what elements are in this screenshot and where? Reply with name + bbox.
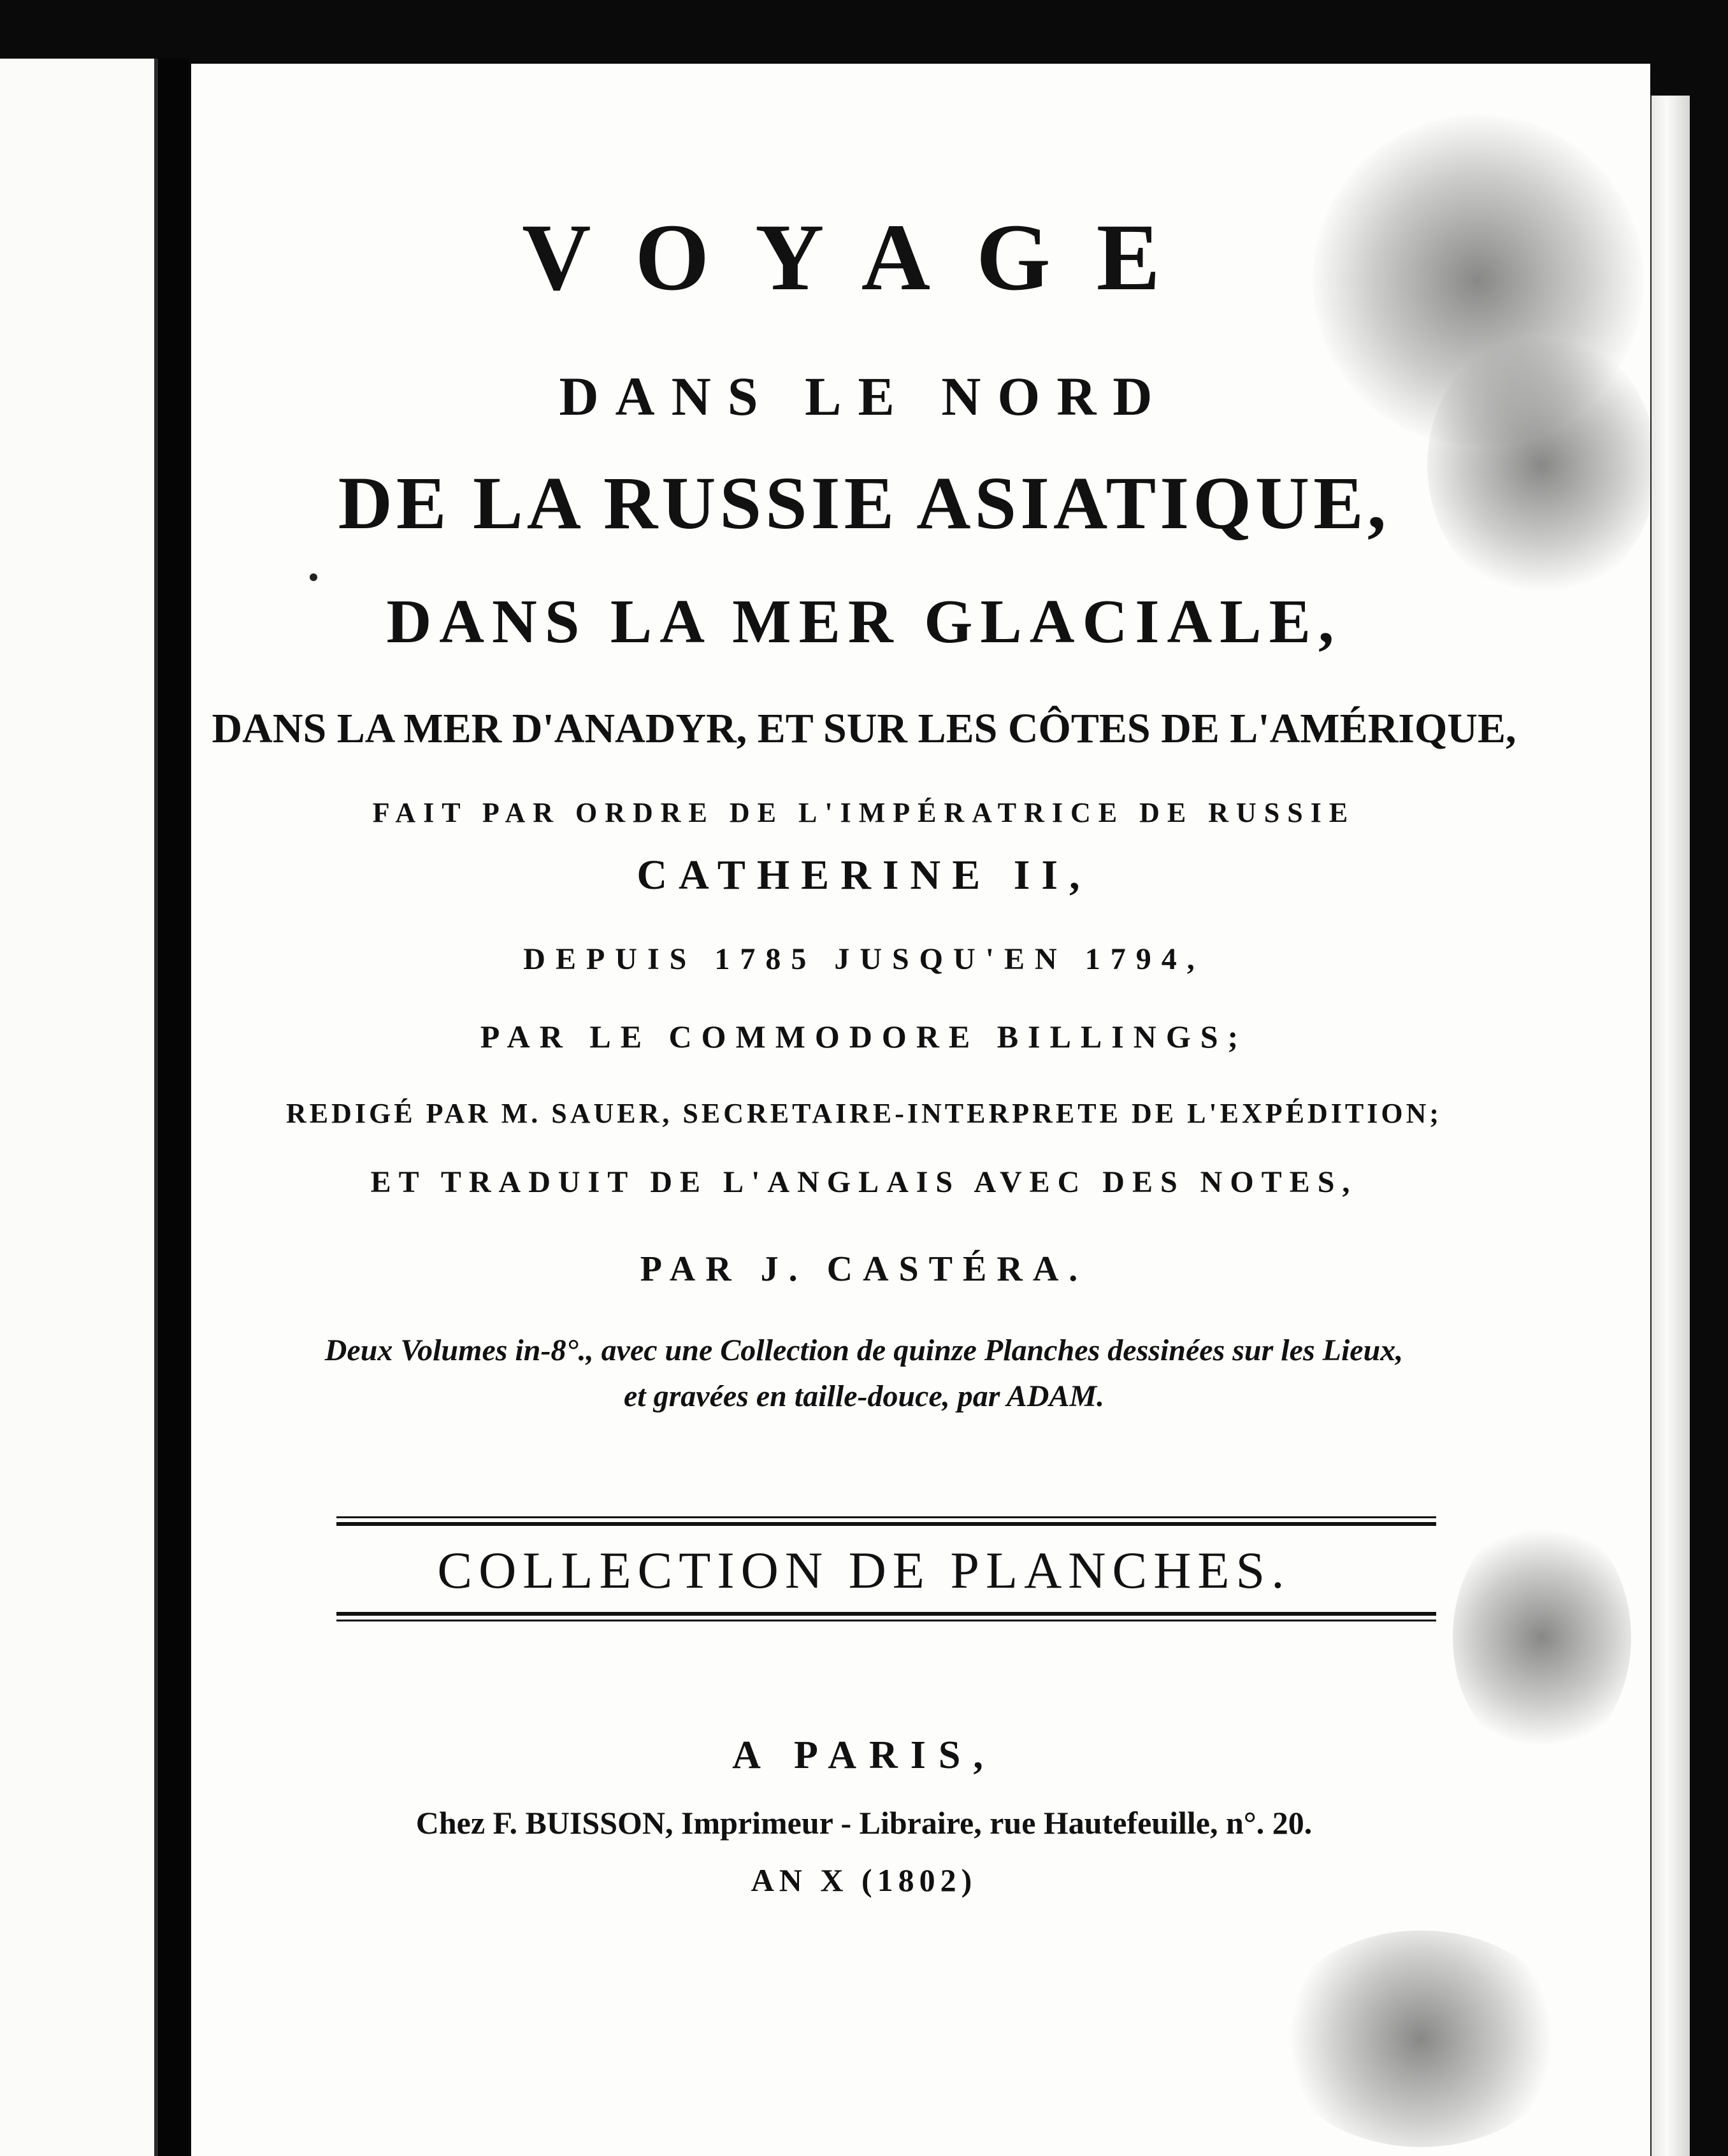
author-line: PAR LE COMMODORE BILLINGS; — [480, 1019, 1248, 1054]
subtitle-line: DANS LA MER GLACIALE, — [386, 587, 1342, 656]
imprint-place: A PARIS, — [732, 1734, 996, 1777]
foxing-stain — [1274, 1930, 1567, 2147]
subtitle-line: DE LA RUSSIE ASIATIQUE, — [338, 461, 1390, 545]
commission-line: FAIT PAR ORDRE DE L'IMPÉRATRICE DE RUSSIE — [372, 797, 1356, 828]
translator-name: PAR J. CASTÉRA. — [640, 1249, 1088, 1289]
stray-dot — [310, 573, 317, 581]
translation-line: ET TRADUIT DE L'ANGLAIS AVEC DES NOTES, — [370, 1165, 1358, 1199]
imprint-publisher: Chez F. BUISSON, Imprimeur - Libraire, rue Hautefeuille, n°. 20. — [415, 1805, 1313, 1841]
volume-note: Deux Volumes in-8°., avec une Collection de quinze Planches dessinées sur les Lieux, — [324, 1333, 1404, 1367]
subtitle-line: DANS LE NORD — [559, 366, 1169, 427]
double-rule-top — [336, 1516, 1436, 1526]
editor-line: REDIGÉ PAR M. SAUER, SECRETAIRE-INTERPRETE DE L'EXPÉDITION; — [285, 1098, 1443, 1129]
engraving-note: et gravées en taille-douce, par ADAM. — [623, 1379, 1105, 1413]
empress-name: CATHERINE II, — [637, 852, 1091, 898]
subtitle-line: DANS LA MER D'ANADYR, ET SUR LES CÔTES DE L'AMÉRIQUE, — [212, 705, 1516, 752]
section-heading: COLLECTION DE PLANCHES. — [437, 1541, 1291, 1599]
double-rule-bottom — [336, 1612, 1436, 1621]
date-range: DEPUIS 1785 JUSQU'EN 1794, — [523, 942, 1205, 976]
book-title: VOYAGE — [522, 205, 1206, 310]
imprint-date: AN X (1802) — [751, 1862, 977, 1898]
